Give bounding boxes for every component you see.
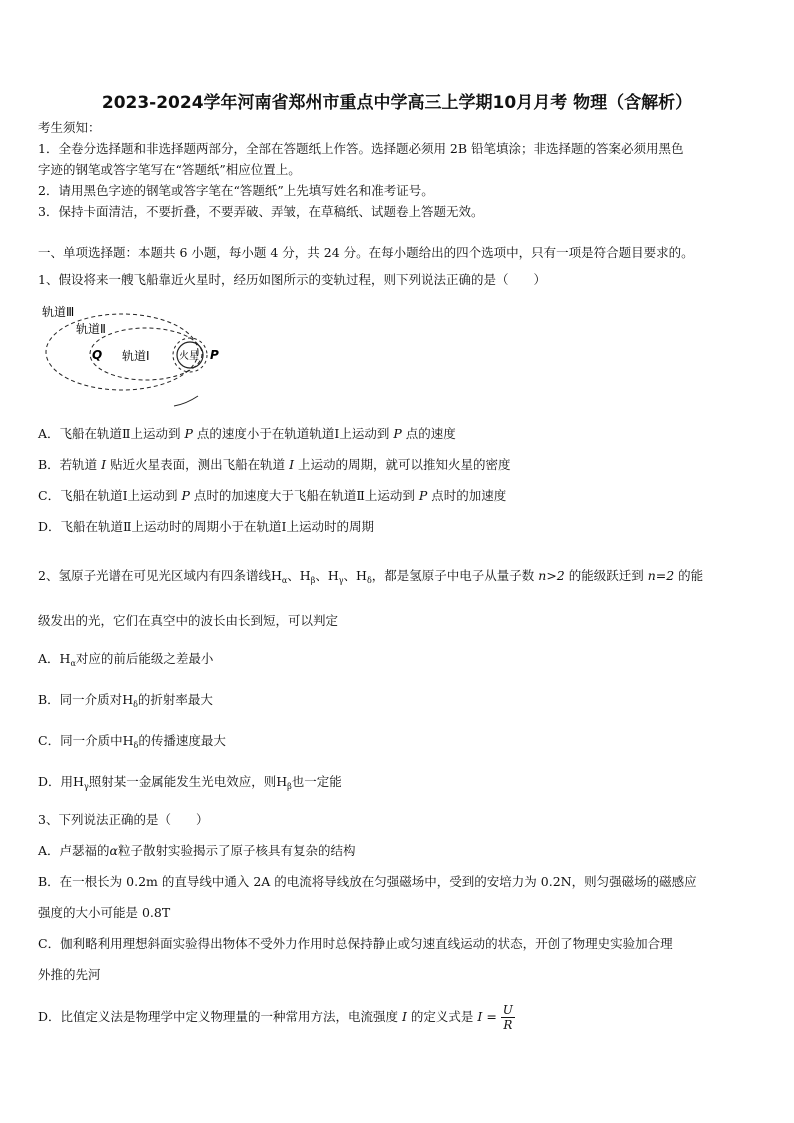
notice-item: 3．保持卡面清洁，不要折叠，不要弄破、弄皱，在草稿纸、试题卷上答题无效。 <box>38 204 484 219</box>
notice-heading: 考生须知： <box>38 120 101 135</box>
question-1-option-d: D．飞船在轨道Ⅱ上运动时的周期小于在轨道Ⅰ上运动时的周期 <box>38 519 374 534</box>
question-2-option-d: D．用$H_\gamma$照射某一金属能发生光电效应，则$H_\beta$也一定能 <box>38 774 342 791</box>
question-3-option-d: D．比值定义法是物理学中定义物理量的一种常用方法，电流强度 I 的定义式是 I = $\frac{U}{R}$ <box>38 1003 513 1032</box>
question-1-stem: 1、假设将来一艘飞船靠近火星时，经历如图所示的变轨过程，则下列说法正确的是（ ） <box>38 272 546 287</box>
question-2-stem: 2、氢原子光谱在可见光区域内有四条谱线$H_\alpha$、$H_\beta$、$H_\gamma$、$H_\delta$，都是氢原子中电子从量子数 n>2 的能级跃迁到 n=2 的能 <box>38 568 704 585</box>
notice-item: 2．请用黑色字迹的钢笔或答字笔在“答题纸”上先填写姓名和准考证号。 <box>38 183 434 198</box>
question-3-option-c: C．伽利略利用理想斜面实验得出物体不受外力作用时总保持静止或匀速直线运动的状态，开创了物理史实验加合理 <box>38 936 673 951</box>
fraction: $\frac{U}{R}$ <box>502 1003 513 1032</box>
question-1-option-b: B．若轨道 I 贴近火星表面，测出飞船在轨道 I 上运动的周期，就可以推知火星的密度 <box>38 457 511 472</box>
approach-path <box>174 396 198 406</box>
mars-label: 火星 <box>179 351 199 362</box>
question-3-option-a: A．卢瑟福的α粒子散射实验揭示了原子核具有复杂的结构 <box>38 843 356 858</box>
question-2-option-b: B．同一介质对$H_\delta$的折射率最大 <box>38 692 213 709</box>
orbit-diagram <box>40 300 240 410</box>
question-3-option-b: B．在一根长为 0.2m 的直导线中通入 2A 的电流将导线放在匀强磁场中，受到的安培力为 0.2N，则匀强磁场的磁感应 <box>38 874 697 889</box>
question-3-option-c-cont: 外推的先河 <box>38 967 101 982</box>
notice-item: 1．全卷分选择题和非选择题两部分，全部在答题纸上作答。选择题必须用 2B 铅笔填涂；非选择题的答案必须用黑色 <box>38 141 684 156</box>
orbit-2-label: 轨道Ⅱ <box>76 322 106 336</box>
section-heading: 一、单项选择题：本题共 6 小题，每小题 4 分，共 24 分。在每小题给出的四个选项中，只有一项是符合题目要求的。 <box>38 245 694 260</box>
question-2-option-a: A．$H_\alpha$对应的前后能级之差最小 <box>38 651 214 668</box>
point-p-label: P <box>210 348 219 362</box>
question-1-option-a: A．飞船在轨道Ⅱ上运动到 P 点的速度小于在轨道轨道Ⅰ上运动到 P 点的速度 <box>38 426 456 441</box>
question-1-option-c: C．飞船在轨道Ⅰ上运动到 P 点时的加速度大于飞船在轨道Ⅱ上运动到 P 点时的加速度 <box>38 488 507 503</box>
question-3-stem: 3、下列说法正确的是（ ） <box>38 812 209 827</box>
question-3-option-b-cont: 强度的大小可能是 0.8T <box>38 905 171 920</box>
orbit-1-label: 轨道Ⅰ <box>122 349 150 363</box>
point-q-label: Q <box>92 348 103 362</box>
notice-item: 字迹的钢笔或答字笔写在“答题纸”相应位置上。 <box>38 162 301 177</box>
question-2-option-c: C．同一介质中$H_\delta$的传播速度最大 <box>38 733 226 750</box>
orbit-3-label: 轨道Ⅲ <box>42 305 75 319</box>
question-2-stem-cont: 级发出的光，它们在真空中的波长由长到短，可以判定 <box>38 613 339 628</box>
page-title: 2023-2024学年河南省郑州市重点中学高三上学期10月月考 物理（含解析） <box>101 93 693 113</box>
